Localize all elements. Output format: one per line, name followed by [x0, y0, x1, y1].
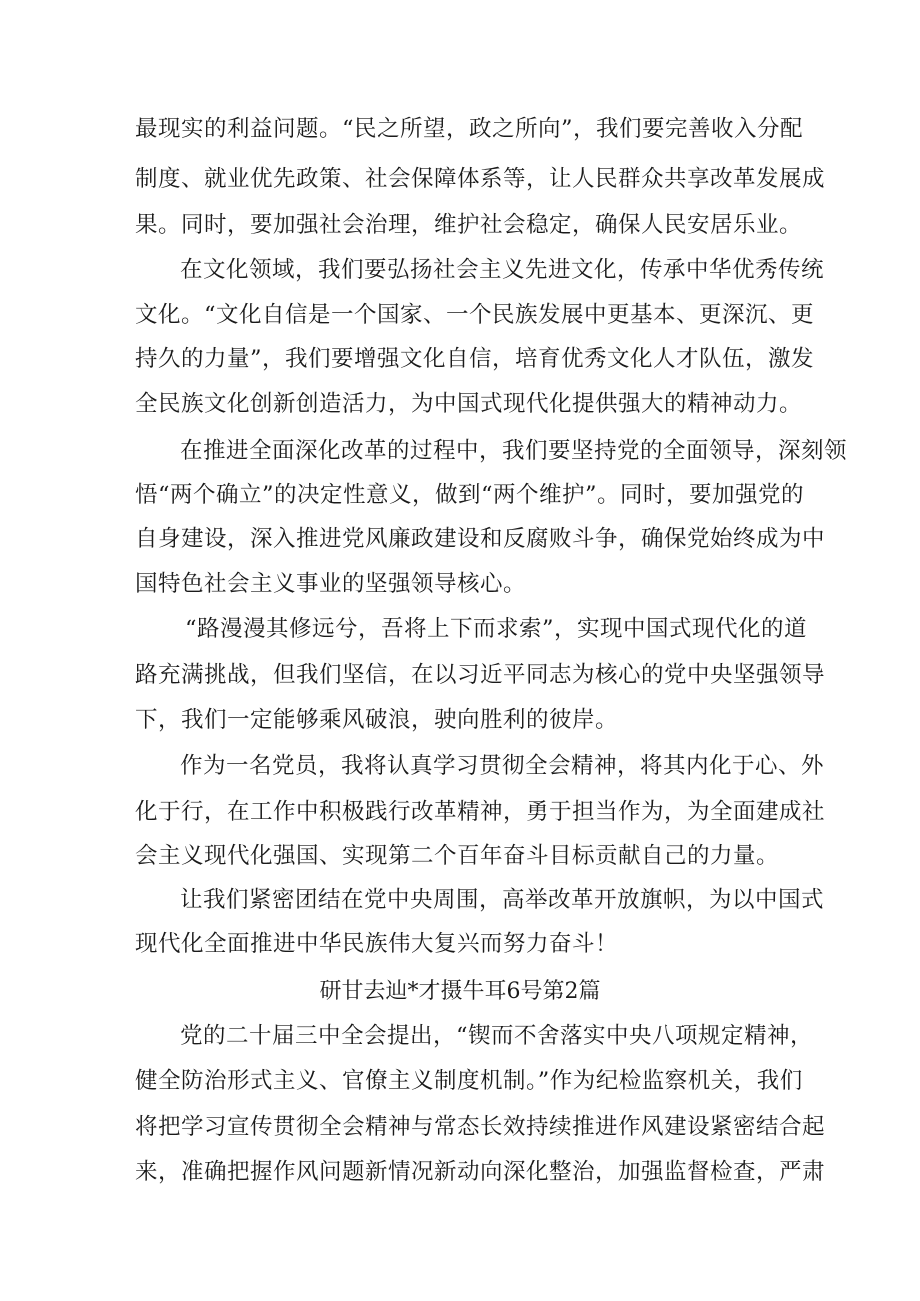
paragraph-1-line-3: 果。同时，要加强社会治理，维护社会稳定，确保人民安居乐业。	[135, 212, 803, 238]
final-paragraph-line-3: 将把学习宣传贯彻全会精神与常态长效持续推进作风建设紧密结合起	[135, 1114, 826, 1140]
paragraph-2-line-1: 在文化领域，我们要弘扬社会主义先进文化，传承中华优秀传统	[180, 257, 825, 283]
final-paragraph-line-1: 党的二十届三中全会提出，“锲而不舍落实中央八项规定精神，	[180, 1023, 814, 1049]
final-paragraph-line-4: 来，准确把握作风问题新情况新动向深化整治，加强监督检查，严肃	[135, 1159, 826, 1185]
paragraph-1-line-2: 制度、就业优先政策、社会保障体系等，让人民群众共享改革发展成	[135, 166, 826, 192]
paragraph-5-line-2: 化于行，在工作中积极践行改革精神，勇于担当作为，为全面建成社	[135, 799, 826, 825]
paragraph-3-line-1: 在推进全面深化改革的过程中，我们要坚持党的全面领导，深刻领	[180, 438, 848, 464]
paragraph-5-line-3: 会主义现代化强国、实现第二个百年奋斗目标贡献自己的力量。	[135, 843, 780, 869]
paragraph-3-line-2: 悟“两个确立”的决定性意义，做到“两个维护”。同时，要加强党的	[135, 482, 805, 508]
paragraph-6-line-1: 让我们紧密团结在党中央周围，高举改革开放旗帜，为以中国式	[180, 887, 825, 913]
paragraph-6-line-2: 现代化全面推进中华民族伟大复兴而努力奋斗！	[135, 931, 619, 957]
paragraph-2-line-2: 文化。“文化自信是一个国家、一个民族发展中更基本、更深沉、更	[135, 302, 815, 328]
paragraph-3-line-4: 国特色社会主义事业的坚强领导核心。	[135, 571, 527, 597]
paragraph-3-line-3: 自身建设，深入推进党风廉政建设和反腐败斗争，确保党始终成为中	[135, 526, 826, 552]
final-paragraph-line-2: 健全防治形式主义、官僚主义制度机制。”作为纪检监察机关，我们	[135, 1068, 803, 1094]
paragraph-4-line-1: “路漫漫其修远兮，吾将上下而求索”，实现中国式现代化的道	[185, 616, 808, 642]
paragraph-2-line-4: 全民族文化创新创造活力，为中国式现代化提供强大的精神动力。	[135, 391, 803, 417]
paragraph-2-line-3: 持久的力量”，我们要增强文化自信，培育优秀文化人才队伍，激发	[135, 346, 815, 372]
paragraph-4-line-3: 下，我们一定能够乘风破浪，驶向胜利的彼岸。	[135, 707, 619, 733]
section-heading: 研甘去辿*才摄牛耳6号第2篇	[319, 979, 601, 1004]
paragraph-5-line-1: 作为一名党员，我将认真学习贯彻全会精神，将其内化于心、外	[180, 753, 825, 779]
paragraph-4-line-2: 路充满挑战，但我们坚信，在以习近平同志为核心的党中央坚强领导	[135, 662, 826, 688]
paragraph-1-line-1: 最现实的利益问题。“民之所望，政之所向”，我们要完善收入分配	[135, 116, 804, 142]
